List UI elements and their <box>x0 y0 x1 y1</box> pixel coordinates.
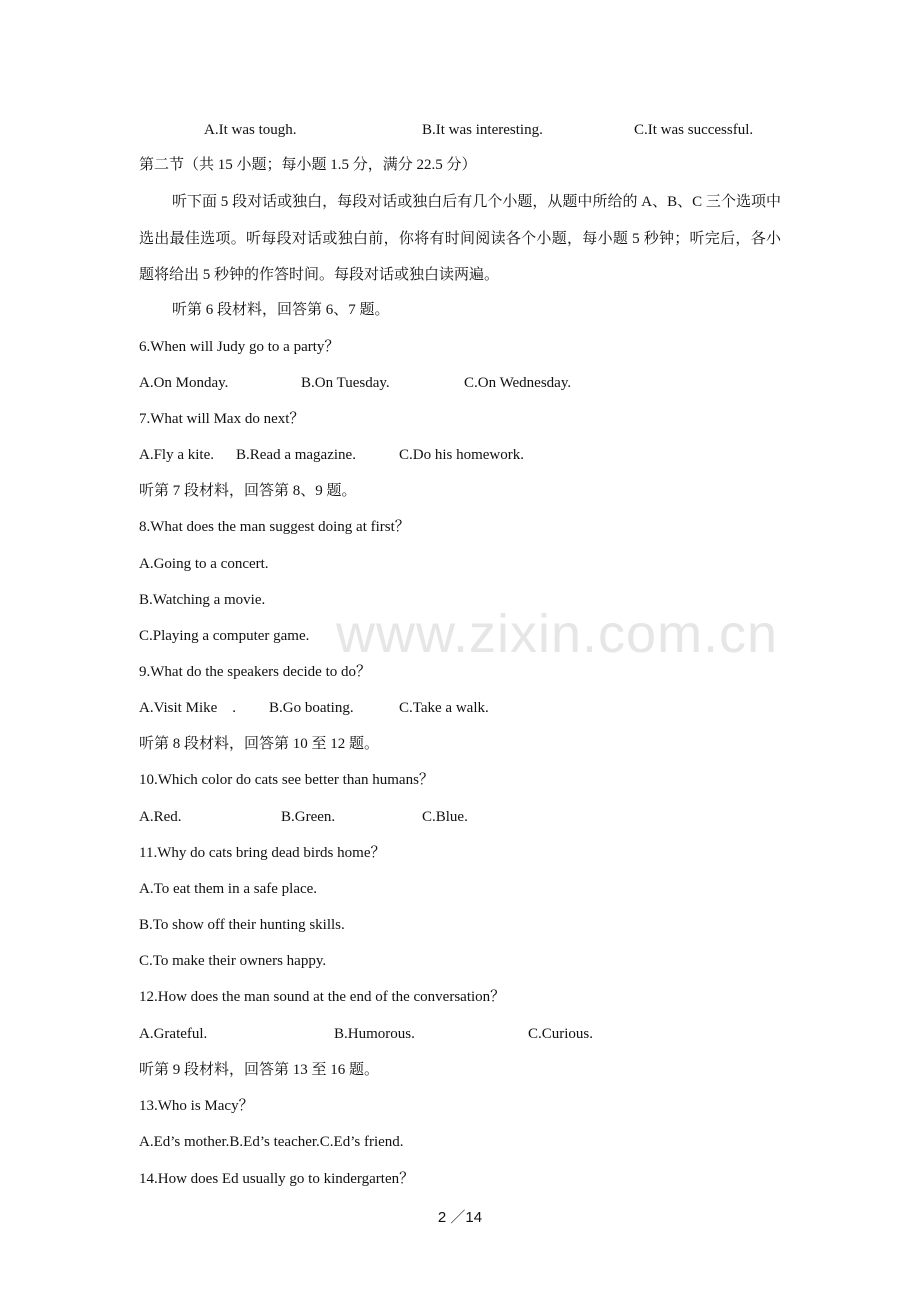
q10-option-b: B.Green. <box>281 809 336 825</box>
q13-options: A.Ed’s mother.B.Ed’s teacher.C.Ed’s friend. <box>139 1134 404 1150</box>
question-9: 9.What do the speakers decide to do？ <box>139 664 372 680</box>
q7-option-a: A.Fly a kite. <box>139 447 214 463</box>
watermark: www.zixin.com.cn <box>336 604 779 664</box>
question-11: 11.Why do cats bring dead birds home？ <box>139 845 386 861</box>
question-13: 13.Who is Macy？ <box>139 1098 254 1114</box>
q12-option-c: C.Curious. <box>528 1026 594 1042</box>
q6-option-b: B.On Tuesday. <box>301 375 390 391</box>
material-8-heading: 听第 8 段材料，回答第 10 至 12 题。 <box>139 736 380 752</box>
question-10: 10.Which color do cats see better than humans？ <box>139 772 434 788</box>
q8-option-b: B.Watching a movie. <box>139 592 266 608</box>
q8-option-a: A.Going to a concert. <box>139 556 269 572</box>
q10-option-a: A.Red. <box>139 809 182 825</box>
question-14: 14.How does Ed usually go to kindergarten？ <box>139 1171 415 1187</box>
q12-option-b: B.Humorous. <box>334 1026 415 1042</box>
section-title: 第二节（共 15 小题；每小题 1.5 分，满分 22.5 分） <box>139 157 477 173</box>
question-7: 7.What will Max do next？ <box>139 411 305 427</box>
q8-option-c: C.Playing a computer game. <box>139 628 310 644</box>
q6-option-c: C.On Wednesday. <box>464 375 572 391</box>
q9-option-b: B.Go boating. <box>269 700 354 716</box>
question-8: 8.What does the man suggest doing at first？ <box>139 519 410 535</box>
question-6: 6.When will Judy go to a party？ <box>139 339 340 355</box>
material-9-heading: 听第 9 段材料，回答第 13 至 16 题。 <box>139 1062 380 1078</box>
instructions-paragraph: 听下面 5 段对话或独白，每段对话或独白后有几个小题，从题中所给的 A、B、C 三个选项中选出最佳选项。听每段对话或独白前，你将有时间阅读各个小题，每小题 5 秒钟；听完后，各小题将给出 5 秒钟的作答时间。每段对话或独白读两遍。 <box>139 194 781 283</box>
q7-option-c: C.Do his homework. <box>399 447 524 463</box>
q6-option-a: A.On Monday. <box>139 375 229 391</box>
page-number: 2 ／14 <box>437 1209 483 1226</box>
material-7-heading: 听第 7 段材料，回答第 8、9 题。 <box>139 483 357 499</box>
q5-option-a: A.It was tough. <box>204 122 297 138</box>
q11-option-a: A.To eat them in a safe place. <box>139 881 318 897</box>
q11-option-b: B.To show off their hunting skills. <box>139 917 345 933</box>
q9-option-a: A.Visit Mike . <box>139 700 237 716</box>
q11-option-c: C.To make their owners happy. <box>139 953 327 969</box>
q5-option-c: C.It was successful. <box>634 122 754 138</box>
q12-option-a: A.Grateful. <box>139 1026 208 1042</box>
q5-option-b: B.It was interesting. <box>422 122 543 138</box>
q10-option-c: C.Blue. <box>422 809 468 825</box>
question-12: 12.How does the man sound at the end of the conversation？ <box>139 989 506 1005</box>
q9-option-c: C.Take a walk. <box>399 700 489 716</box>
material-6-heading: 听第 6 段材料，回答第 6、7 题。 <box>172 302 390 318</box>
q7-option-b: B.Read a magazine. <box>236 447 356 463</box>
